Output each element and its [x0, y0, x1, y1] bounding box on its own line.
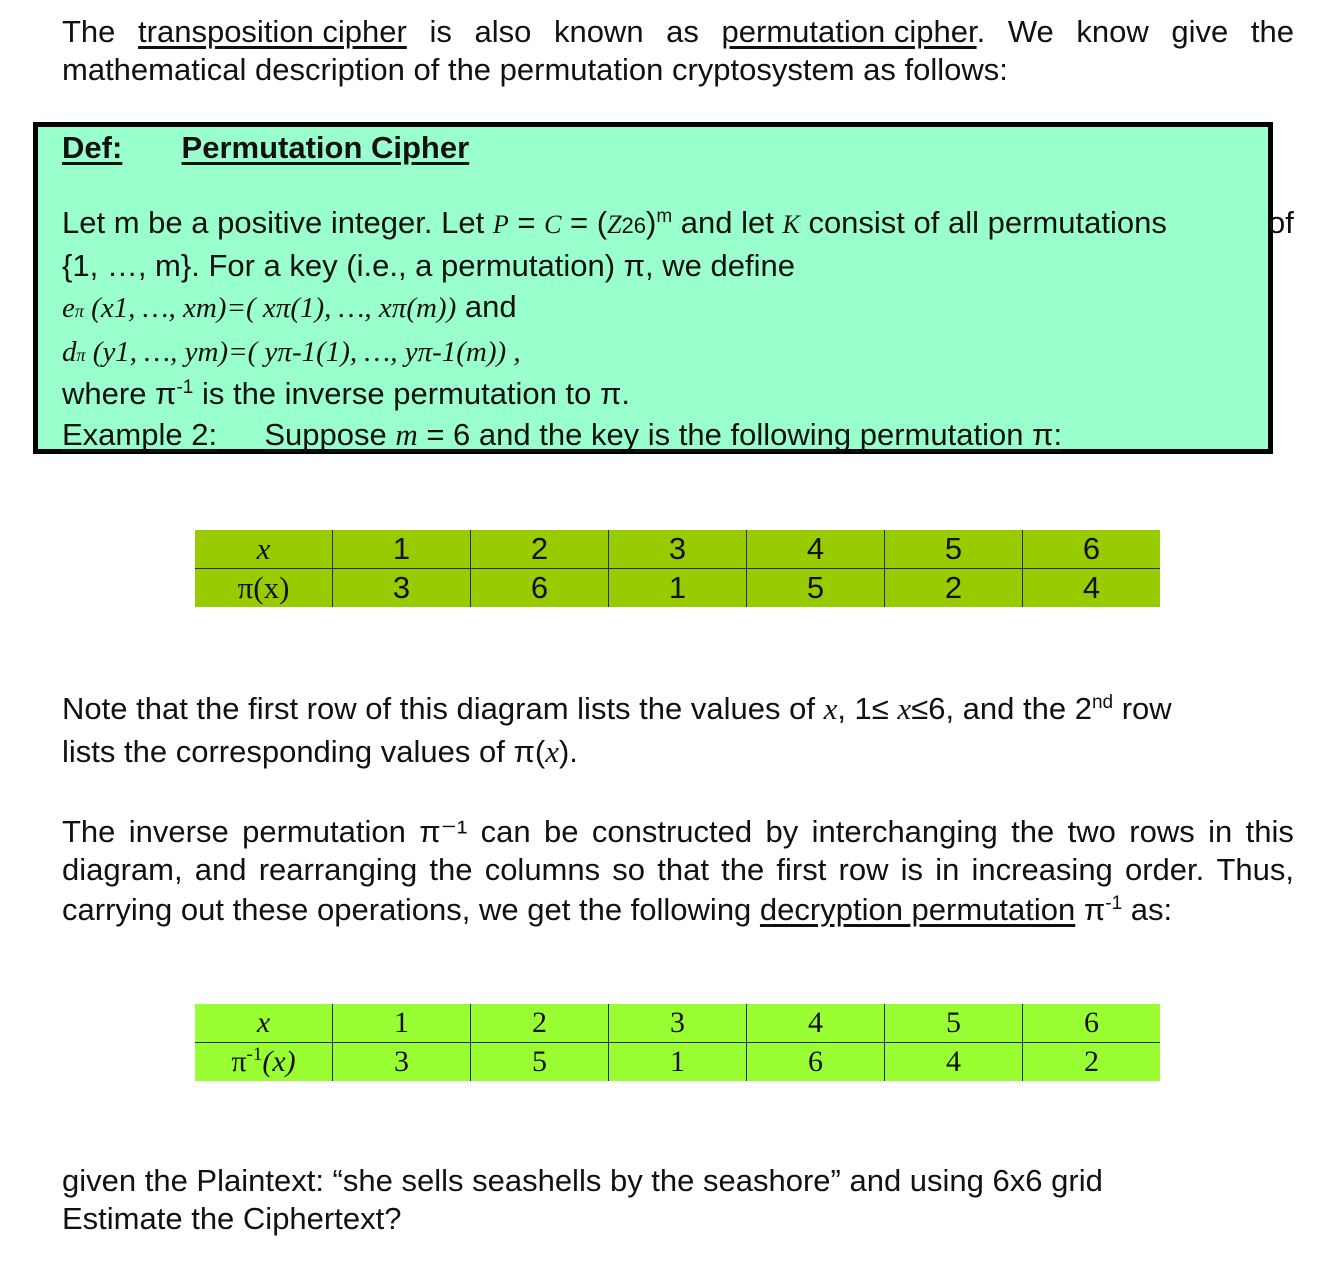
definition-line-1: Let m be a positive integer. Let $P = C = (Z26)^m$ and let K consist of all permutations — [62, 205, 1167, 240]
note-line-2: lists the corresponding values of π(x). — [62, 734, 578, 769]
table-cell: 6 — [1023, 530, 1161, 569]
transposition-cipher-link[interactable]: transposition cipher — [138, 14, 407, 49]
table-cell: 3 — [333, 1043, 471, 1082]
table-cell: 4 — [885, 1043, 1023, 1082]
table-cell: 3 — [333, 569, 471, 608]
table-cell: 1 — [609, 1043, 747, 1082]
intro-line-1: The transposition cipher is also known as permutation cipher. We know give the — [62, 14, 1294, 49]
table-cell: 3 — [609, 530, 747, 569]
table-cell: 2 — [885, 569, 1023, 608]
inverse-line-3: carrying out these operations, we get the following decryption permutation $\pi^{-1}$ as: — [62, 892, 1173, 927]
definition-line-2: {1, …, m}. For a key (i.e., a permutation) π, we define — [62, 248, 795, 283]
inverse-line-1: The inverse permutation π⁻¹ can be constructed by interchanging the two rows in this — [62, 814, 1294, 849]
inverse-permutation-table — [195, 1004, 1160, 1081]
encryption-formula: eπ (x1, …, xm)=( xπ(1), …, xπ(m)) and — [62, 289, 517, 324]
table-cell: 1 — [333, 1004, 471, 1043]
table-cell: 5 — [471, 1043, 609, 1082]
table-cell: 5 — [885, 1004, 1023, 1043]
definition-overflow-of: of — [1268, 205, 1294, 240]
table-cell: 6 — [747, 1043, 885, 1082]
permutation-cipher-link[interactable]: permutation cipher — [721, 14, 977, 49]
example-line: Example 2: Suppose m = 6 and the key is the following permutation π: — [62, 417, 1063, 452]
table-cell: 6 — [471, 569, 609, 608]
def-label: Def: — [62, 130, 123, 165]
row-label-pi-inverse-x: $\pi^{-1}(x)$ — [195, 1043, 333, 1082]
definition-where-line: where $\pi^{-1}$ is the inverse permutation to π. — [62, 376, 630, 411]
intro-line-2: mathematical description of the permutation cryptosystem as follows: — [62, 52, 1008, 87]
table-row — [195, 1043, 1160, 1082]
table-cell: 4 — [1023, 569, 1161, 608]
table-cell: 1 — [609, 569, 747, 608]
definition-title: Permutation Cipher — [181, 130, 470, 165]
row-label-x: x — [195, 1004, 333, 1043]
decryption-formula: dπ (y1, …, ym)=( yπ-1(1), …, yπ-1(m)) , — [62, 336, 521, 368]
table-row — [195, 1004, 1160, 1043]
question-line-2: Estimate the Ciphertext? — [62, 1201, 402, 1236]
table-cell: 6 — [1023, 1004, 1161, 1043]
table-cell: 2 — [471, 1004, 609, 1043]
table-cell: 2 — [471, 530, 609, 569]
table-row — [195, 530, 1160, 569]
decryption-permutation-link[interactable]: decryption permutation — [759, 892, 1076, 927]
table-cell: 3 — [609, 1004, 747, 1043]
table-cell: 2 — [1023, 1043, 1161, 1082]
table-cell: 5 — [885, 530, 1023, 569]
example-label: Example 2: — [62, 417, 218, 452]
permutation-table — [195, 530, 1160, 607]
note-line-1: Note that the first row of this diagram lists the values of x, 1≤ x≤6, and the 2nd row — [62, 691, 1172, 726]
row-label-x: x — [195, 530, 333, 569]
row-label-pi-x: π(x) — [195, 569, 333, 608]
table-row — [195, 569, 1160, 608]
table-cell: 1 — [333, 530, 471, 569]
table-cell: 4 — [747, 530, 885, 569]
question-line-1: given the Plaintext: “she sells seashells by the seashore” and using 6x6 grid — [62, 1163, 1103, 1198]
inverse-line-2: diagram, and rearranging the columns so that the first row is in increasing order. Thus, — [62, 852, 1294, 887]
definition-heading — [62, 129, 469, 167]
table-cell: 4 — [747, 1004, 885, 1043]
table-cell: 5 — [747, 569, 885, 608]
